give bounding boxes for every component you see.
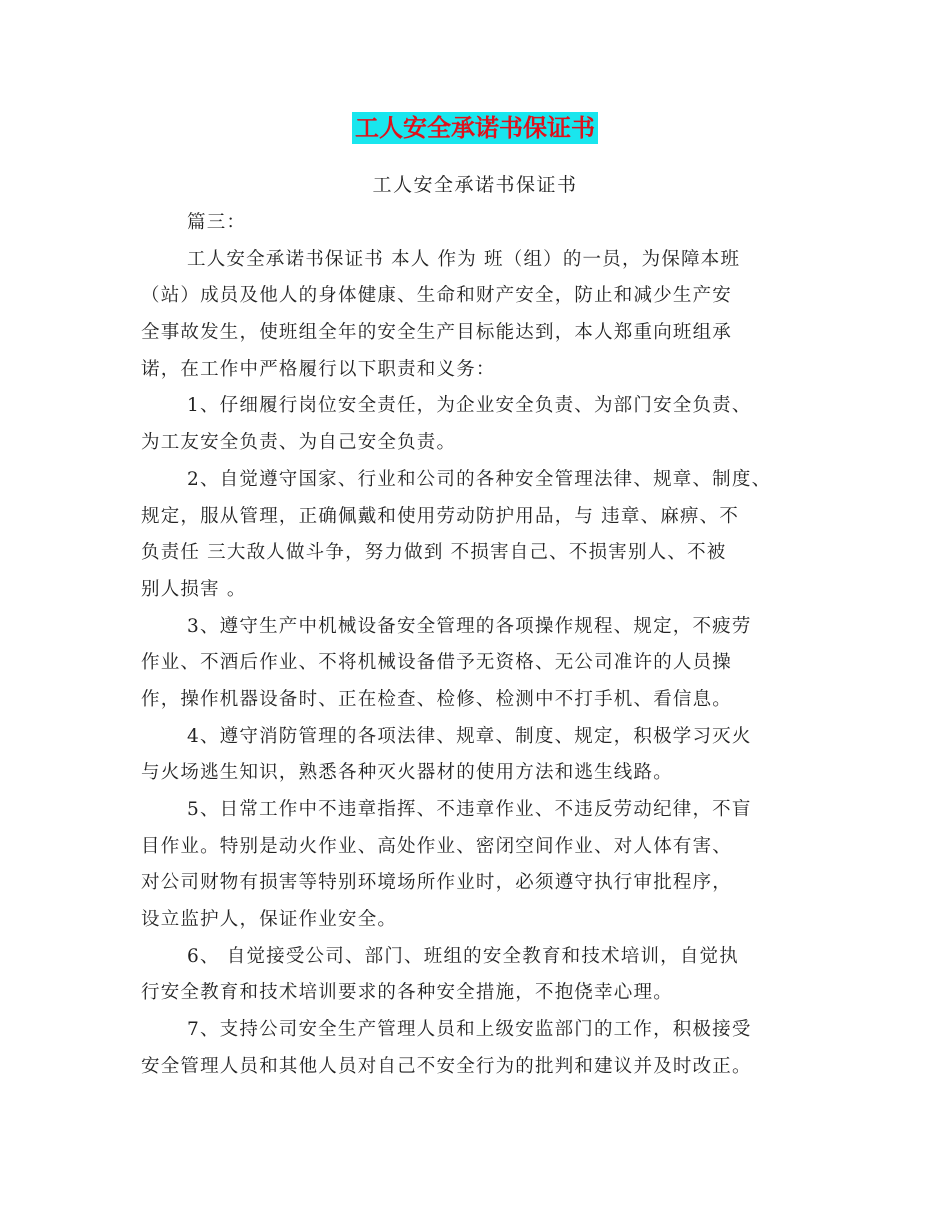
- body-line: 安全管理人员和其他人员对自己不安全行为的批判和建议并及时改正。: [141, 1055, 752, 1077]
- body-line: 目作业。特别是动火作业、高处作业、密闭空间作业、对人体有害、: [141, 835, 733, 857]
- body-line: 别人损害 。: [141, 578, 247, 600]
- body-line: 行安全教育和技术培训要求的各种安全措施，不抱侥幸心理。: [141, 982, 673, 1004]
- body-line: 3、遵守生产中机械设备安全管理的各项操作规程、规定，不疲劳: [187, 615, 752, 637]
- body-line: 篇三：: [187, 212, 247, 233]
- body-line: （站）成员及他人的身体健康、生命和财产安全，防止和减少生产安: [141, 285, 733, 307]
- title-container: [0, 112, 950, 144]
- document-title: 工人安全承诺书保证书: [352, 112, 598, 144]
- body-line: 诺，在工作中严格履行以下职责和义务：: [141, 358, 496, 380]
- body-line: 设立监护人，保证作业安全。: [141, 909, 398, 931]
- body-line: 全事故发生，使班组全年的安全生产目标能达到，本人郑重向班组承: [141, 322, 733, 344]
- body-line: 6、 自觉接受公司、部门、班组的安全教育和技术培训，自觉执: [187, 945, 739, 967]
- body-line: 为工友安全负责、为自己安全负责。: [141, 432, 457, 454]
- body-line: 负责任 三大敌人做斗争，努力做到 不损害自己、不损害别人、不被: [141, 542, 727, 564]
- body-line: 对公司财物有损害等特别环境场所作业时，必须遵守执行审批程序，: [141, 872, 733, 894]
- body-line: 5、日常工作中不违章指挥、不违章作业、不违反劳动纪律，不盲: [187, 799, 752, 820]
- body-line: 1、仔细履行岗位安全责任，为企业安全负责、为部门安全负责、: [187, 395, 752, 417]
- body-line: 4、遵守消防管理的各项法律、规章、制度、规定，积极学习灭火: [187, 725, 752, 747]
- document-body: [141, 205, 831, 1086]
- body-line: 与火场逃生知识，熟悉各种灭火器材的使用方法和逃生线路。: [141, 762, 673, 784]
- body-line: 作，操作机器设备时、正在检查、检修、检测中不打手机、看信息。: [141, 688, 733, 710]
- body-line: 7、支持公司安全生产管理人员和上级安监部门的工作，积极接受: [187, 1019, 752, 1041]
- body-line: 规定，服从管理，正确佩戴和使用劳动防护用品，与 违章、麻痹、不: [141, 505, 740, 527]
- body-line: 2、自觉遵守国家、行业和公司的各种安全管理法律、规章、制度、: [187, 468, 772, 490]
- document-subtitle: 工人安全承诺书保证书: [372, 174, 578, 196]
- body-line: 作业、不酒后作业、不将机械设备借予无资格、无公司准许的人员操: [141, 652, 733, 674]
- body-line: 工人安全承诺书保证书 本人 作为 班（组）的一员，为保障本班: [187, 248, 741, 270]
